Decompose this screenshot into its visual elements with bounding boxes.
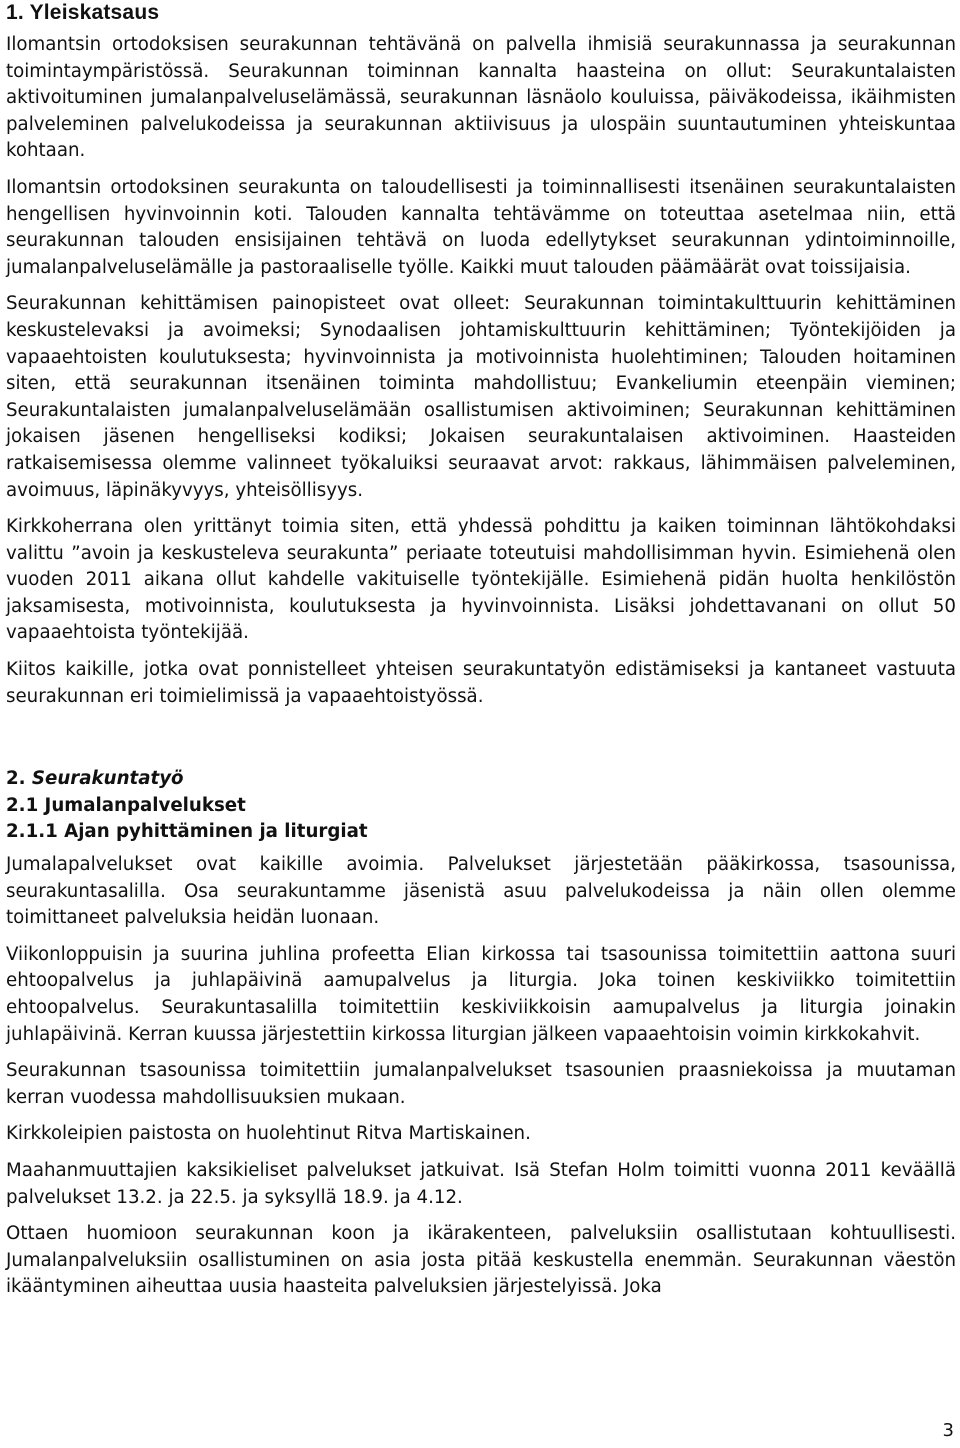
section-1-heading: 1. Yleiskatsaus: [6, 1, 160, 24]
section-2-heading: [6, 766, 956, 793]
section-1-paragraph-1: Ilomantsin ortodoksisen seurakunnan tehtävänä on palvella ihmisiä seurakunnassa ja seurakunnan toimintaympäristössä. Seurakunnan toiminnan kannalta haasteina on ollut: Seurakuntalaisten aktivoituminen jumalanpalveluselämässä, seurakunnan läsnäolo kouluissa, päiväkodeissa, ikäihmisten palveleminen palvelukodeissa ja seurakunnan aktiivisuus ja ulospäin suuntautuminen yhteiskuntaa kohtaan.: [6, 34, 956, 162]
section-1-paragraph-2: Ilomantsin ortodoksinen seurakunta on taloudellisesti ja toiminnallisesti itsenäinen seurakuntalaisten hengellisen hyvinvoinnin koti. Talouden kannalta tehtävämme on toteuttaa asetelmaa niin, että seurakunnan talouden ensisijainen tehtävä on luoda edellytykset seurakunnan ydintoiminnoille, jumalanpalveluselämälle ja pastoraaliselle työlle. Kaikki muut talouden päämäärät ovat toissijaisia.: [6, 176, 956, 278]
section-2-paragraph-4: Kirkkoleipien paistosta on huolehtinut Ritva Martiskainen.: [6, 1123, 531, 1145]
section-2-paragraph-1: Jumalapalvelukset ovat kaikille avoimia. Palvelukset järjestetään pääkirkossa, tsasounissa, seurakuntasalilla. Osa seurakuntamme jäsenistä asuu palvelukodeissa ja näin ollen olemme toimittaneet palveluksia heidän luonaan.: [6, 854, 956, 929]
section-1-paragraph-5: Kiitos kaikille, jotka ovat ponnistelleet yhteisen seurakuntatyön edistämiseksi ja kantaneet vastuuta seurakunnan eri toimielimissä ja vapaaehtoistyössä.: [6, 659, 956, 707]
section-2-title: Seurakuntatyö: [31, 768, 184, 790]
subsection-2-1-heading: 2.1 Jumalanpalvelukset: [6, 794, 246, 816]
document-page: [6, 0, 956, 1311]
section-2-paragraph-5: Maahanmuuttajien kaksikieliset palvelukset jatkuivat. Isä Stefan Holm toimitti vuonna 2011 keväällä palvelukset 13.2. ja 22.5. ja syksyllä 18.9. ja 4.12.: [6, 1159, 956, 1208]
section-1-paragraph-3: Seurakunnan kehittämisen painopisteet ovat olleet: Seurakunnan toimintakulttuurin kehittäminen keskustelevaksi ja avoimeksi; Synodaalisen johtamiskulttuurin kehittäminen; Työntekijöiden ja vapaaehtoisten koulutuksesta; hyvinvoinnista ja motivoinnista huolehtiminen; Talouden hoitaminen siten, että seurakunnan itsenäinen toiminta mahdollistuu; Evankeliumin eteenpäin vieminen; Seurakuntalaisten jumalanpalveluselämään osallistumisen aktivoiminen; Seurakunnan kehittäminen jokaisen jäsenen hengelliseksi kodiksi; Jokaisen seurakuntalaisen aktivoiminen. Haasteiden ratkaisemisessa olemme valinneet työkaluiksi seuraavat arvot: rakkaus, lähimmäisen palveleminen, avoimuus, läpinäkyvyys, yhteisöllisyys.: [6, 293, 956, 501]
section-spacer: [6, 720, 956, 766]
page-number: 3: [942, 1420, 954, 1441]
section-2-paragraph-6: Ottaen huomioon seurakunnan koon ja ikärakenteen, palveluksiin osallistutaan kohtuullisesti. Jumalanpalveluksiin osallistuminen on asia josta pitää keskustella enemmän. Seurakunnan väestön ikääntyminen aiheuttaa uusia haasteita palveluksien järjestelyissä. Joka: [6, 1223, 956, 1298]
section-2-paragraph-2: Viikonloppuisin ja suurina juhlina profeetta Elian kirkossa tai tsasounissa toimitettiin aattona suuri ehtoopalvelus ja juhlapäivinä aamupalvelus ja liturgia. Joka toinen keskiviikko toimitettiin ehtoopalvelus. Seurakuntasalilla toimitettiin keskiviikkoisin aamupalvelus ja liturgia joinakin juhlapäivinä. Kerran kuussa järjestettiin kirkossa liturgian jälkeen vapaaehtoisin voimin kirkkokahvit.: [6, 943, 956, 1045]
subsection-2-1-1-heading: 2.1.1 Ajan pyhittäminen ja liturgiat: [6, 821, 368, 843]
section-2-paragraph-3: Seurakunnan tsasounissa toimitettiin jumalanpalvelukset tsasounien praasniekoissa ja muutaman kerran vuodessa mahdollisuuksien mukaan.: [6, 1060, 956, 1108]
section-1-paragraph-4: Kirkkoherrana olen yrittänyt toimia siten, että yhdessä pohdittu ja kaiken toiminnan lähtökohdaksi valittu ”avoin ja keskusteleva seurakunta” periaate toteutuisi mahdollisimman hyvin. Esimiehenä olen vuoden 2011 aikana ollut kahdelle vakituiselle työntekijälle. Esimiehenä pidän huolta henkilöstön jaksamisesta, motivoinnista, koulutuksesta ja hyvinvoinnista. Lisäksi johdettavanani on ollut 50 vapaaehtoista työntekijää.: [6, 516, 956, 644]
section-2-number: 2.: [6, 768, 26, 790]
